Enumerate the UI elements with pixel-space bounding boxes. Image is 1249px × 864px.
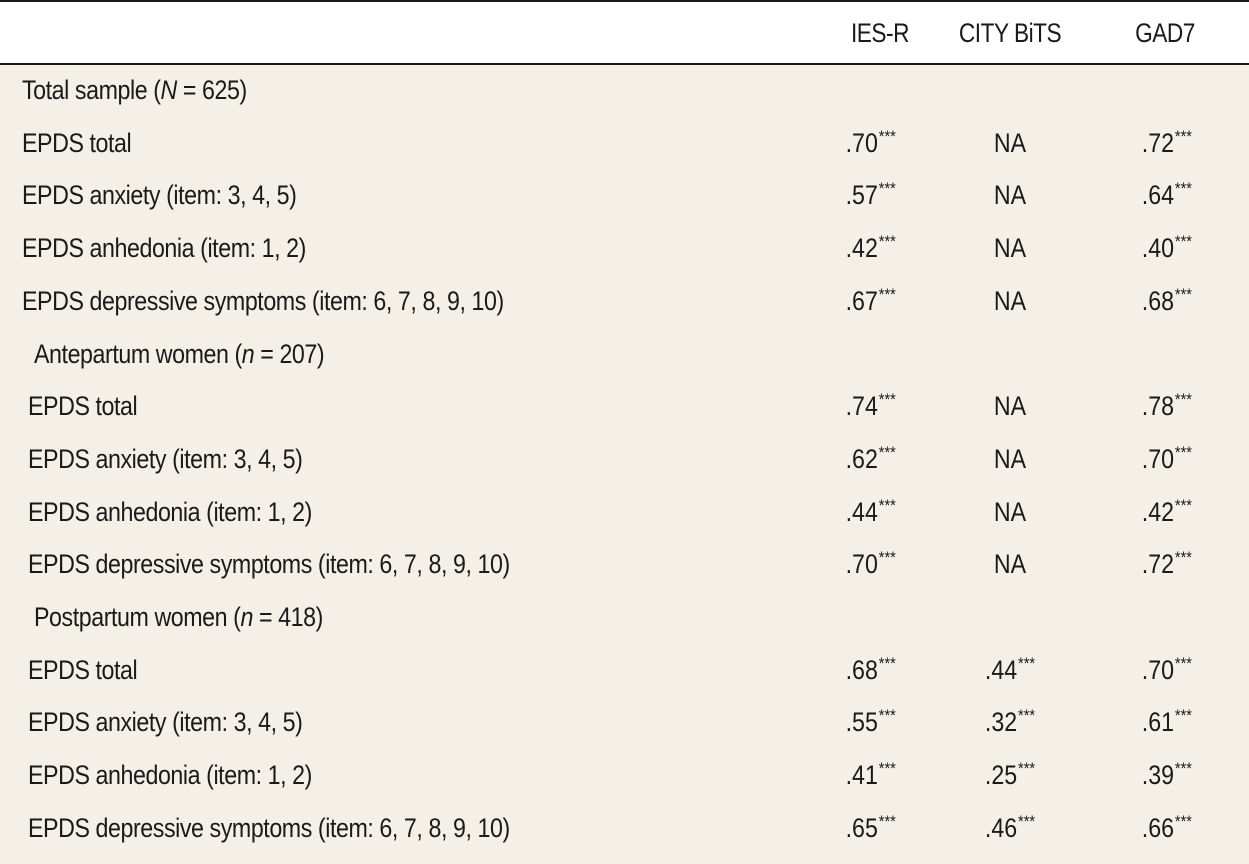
significance-marker: *** bbox=[878, 706, 896, 726]
sample-size-symbol: n bbox=[241, 338, 255, 369]
table-body bbox=[0, 65, 1249, 864]
cell-gad7-value: .68 bbox=[1141, 285, 1175, 316]
cell-ies-r-value: .62 bbox=[845, 443, 878, 474]
significance-marker: *** bbox=[1174, 232, 1193, 252]
cell-gad7-value: .72 bbox=[1141, 127, 1175, 158]
cell-ies-r bbox=[828, 758, 931, 796]
cell-city-bits-value: NA bbox=[993, 180, 1027, 211]
significance-marker: *** bbox=[878, 759, 896, 779]
significance-marker: *** bbox=[878, 179, 896, 199]
significance-marker: *** bbox=[1174, 653, 1193, 673]
column-header-ies-r: IES-R bbox=[851, 18, 909, 48]
cell-gad7-value: .61 bbox=[1141, 707, 1175, 738]
cell-gad7-value: .70 bbox=[1141, 654, 1175, 685]
significance-marker: *** bbox=[1174, 179, 1193, 199]
cell-gad7 bbox=[1118, 389, 1213, 427]
cell-gad7-value: .39 bbox=[1141, 760, 1175, 791]
significance-marker: *** bbox=[878, 284, 896, 304]
cell-city-bits bbox=[954, 284, 1066, 318]
significance-marker: *** bbox=[1174, 284, 1193, 304]
table-row bbox=[0, 647, 1249, 695]
cell-gad7-value: .72 bbox=[1141, 549, 1175, 580]
row-label: EPDS anxiety (item: 3, 4, 5) bbox=[28, 707, 303, 738]
row-label: EPDS depressive symptoms (item: 6, 7, 8, 9, 10) bbox=[28, 549, 510, 580]
significance-marker: *** bbox=[878, 390, 896, 410]
cell-ies-r bbox=[828, 231, 931, 269]
row-label: EPDS total bbox=[28, 654, 138, 685]
cell-gad7 bbox=[1118, 495, 1213, 533]
cell-city-bits-value: NA bbox=[993, 443, 1027, 474]
cell-ies-r-value: .67 bbox=[845, 285, 878, 316]
cell-gad7-value: .70 bbox=[1141, 443, 1175, 474]
cell-ies-r-value: .57 bbox=[845, 180, 878, 211]
cell-city-bits-value: NA bbox=[993, 391, 1027, 422]
significance-marker: *** bbox=[1018, 759, 1036, 779]
sample-size-symbol: N bbox=[160, 75, 177, 105]
cell-gad7-value: .42 bbox=[1141, 496, 1175, 527]
cell-city-bits-value: NA bbox=[993, 549, 1027, 580]
section-heading bbox=[34, 600, 323, 634]
cell-ies-r bbox=[828, 178, 931, 216]
significance-marker: *** bbox=[1174, 548, 1193, 568]
cell-ies-r bbox=[828, 653, 931, 691]
row-label: EPDS depressive symptoms (item: 6, 7, 8, 9, 10) bbox=[28, 812, 510, 843]
row-label: EPDS anhedonia (item: 1, 2) bbox=[28, 760, 312, 791]
cell-city-bits bbox=[954, 389, 1066, 423]
cell-gad7 bbox=[1118, 442, 1213, 480]
row-label: EPDS anxiety (item: 3, 4, 5) bbox=[28, 443, 303, 474]
column-header-gad7: GAD7 bbox=[1135, 18, 1195, 48]
cell-gad7 bbox=[1118, 811, 1213, 849]
table-row bbox=[0, 225, 1249, 273]
cell-city-bits bbox=[954, 653, 1066, 691]
cell-gad7-value: .66 bbox=[1141, 812, 1175, 843]
cell-city-bits bbox=[954, 758, 1066, 796]
significance-marker: *** bbox=[878, 126, 896, 146]
cell-gad7 bbox=[1118, 653, 1213, 691]
row-label: EPDS anxiety (item: 3, 4, 5) bbox=[22, 180, 297, 211]
column-header-city-bits: CITY BiTS bbox=[958, 18, 1062, 48]
cell-ies-r-value: .55 bbox=[845, 707, 878, 738]
cell-city-bits bbox=[954, 178, 1066, 212]
row-label: EPDS anhedonia (item: 1, 2) bbox=[22, 233, 306, 264]
cell-gad7-value: .40 bbox=[1141, 233, 1175, 264]
cell-ies-r-value: .68 bbox=[845, 654, 878, 685]
significance-marker: *** bbox=[1174, 811, 1193, 831]
cell-city-bits-value: .44 bbox=[984, 654, 1018, 685]
cell-gad7 bbox=[1118, 126, 1213, 164]
significance-marker: *** bbox=[878, 495, 896, 515]
significance-marker: *** bbox=[1018, 811, 1036, 831]
section-heading-row bbox=[0, 67, 1249, 115]
table-row bbox=[0, 120, 1249, 168]
sample-size-value: = 625) bbox=[176, 75, 247, 105]
cell-ies-r-value: .70 bbox=[845, 549, 878, 580]
significance-marker: *** bbox=[1018, 653, 1036, 673]
table-row bbox=[0, 489, 1249, 537]
cell-city-bits bbox=[954, 705, 1066, 743]
cell-city-bits-value: .32 bbox=[984, 707, 1018, 738]
significance-marker: *** bbox=[878, 811, 896, 831]
section-heading-text: Total sample ( bbox=[22, 75, 161, 105]
cell-ies-r-value: .42 bbox=[845, 233, 878, 264]
section-heading bbox=[34, 337, 324, 371]
significance-marker: *** bbox=[1174, 495, 1193, 515]
cell-city-bits-value: .25 bbox=[984, 760, 1018, 791]
significance-marker: *** bbox=[878, 442, 896, 462]
table-row bbox=[0, 383, 1249, 431]
cell-city-bits bbox=[954, 811, 1066, 849]
sample-size-value: = 207) bbox=[254, 338, 325, 369]
cell-city-bits-value: NA bbox=[993, 233, 1027, 264]
cell-gad7-value: .64 bbox=[1141, 180, 1175, 211]
table-row bbox=[0, 172, 1249, 220]
significance-marker: *** bbox=[1174, 442, 1193, 462]
cell-ies-r bbox=[828, 126, 931, 164]
cell-gad7 bbox=[1118, 758, 1213, 796]
significance-marker: *** bbox=[1018, 706, 1036, 726]
significance-marker: *** bbox=[1174, 759, 1193, 779]
table-header bbox=[0, 2, 1249, 63]
cell-ies-r bbox=[828, 389, 931, 427]
sample-size-value: = 418) bbox=[252, 602, 323, 632]
cell-ies-r bbox=[828, 284, 931, 322]
cell-gad7 bbox=[1118, 231, 1213, 269]
sample-size-symbol: n bbox=[240, 602, 253, 632]
significance-marker: *** bbox=[1174, 390, 1193, 410]
cell-ies-r-value: .41 bbox=[845, 760, 878, 791]
cell-ies-r bbox=[828, 547, 931, 585]
cell-city-bits-value: .46 bbox=[984, 812, 1018, 843]
cell-city-bits bbox=[954, 495, 1066, 529]
significance-marker: *** bbox=[878, 653, 896, 673]
significance-marker: *** bbox=[1174, 126, 1193, 146]
row-label: EPDS total bbox=[22, 127, 132, 158]
cell-gad7-value: .78 bbox=[1141, 391, 1175, 422]
cell-city-bits-value: NA bbox=[993, 496, 1027, 527]
cell-ies-r-value: .74 bbox=[845, 391, 878, 422]
cell-ies-r bbox=[828, 811, 931, 849]
cell-ies-r-value: .44 bbox=[845, 496, 878, 527]
cell-city-bits bbox=[954, 547, 1066, 581]
table-row bbox=[0, 699, 1249, 747]
cell-gad7 bbox=[1118, 178, 1213, 216]
table-row bbox=[0, 278, 1249, 326]
cell-ies-r bbox=[828, 705, 931, 743]
table-row bbox=[0, 805, 1249, 853]
section-heading-text: Antepartum women ( bbox=[34, 338, 242, 369]
cell-ies-r bbox=[828, 495, 931, 533]
cell-city-bits bbox=[954, 231, 1066, 265]
table-row bbox=[0, 436, 1249, 484]
cell-gad7 bbox=[1118, 284, 1213, 322]
cell-ies-r-value: .70 bbox=[845, 127, 878, 158]
cell-city-bits bbox=[954, 126, 1066, 160]
row-label: EPDS total bbox=[28, 391, 138, 422]
cell-city-bits-value: NA bbox=[993, 285, 1027, 316]
section-heading-text: Postpartum women ( bbox=[34, 602, 241, 632]
table-row bbox=[0, 541, 1249, 589]
table-row bbox=[0, 752, 1249, 800]
significance-marker: *** bbox=[878, 232, 896, 252]
significance-marker: *** bbox=[1174, 706, 1193, 726]
section-heading-row bbox=[0, 594, 1249, 642]
cell-gad7 bbox=[1118, 705, 1213, 743]
cell-city-bits-value: NA bbox=[993, 127, 1027, 158]
cell-gad7 bbox=[1118, 547, 1213, 585]
cell-ies-r bbox=[828, 442, 931, 480]
section-heading bbox=[22, 73, 247, 107]
row-label: EPDS anhedonia (item: 1, 2) bbox=[28, 496, 312, 527]
row-label: EPDS depressive symptoms (item: 6, 7, 8, 9, 10) bbox=[22, 285, 504, 316]
section-heading-row bbox=[0, 331, 1249, 379]
cell-city-bits bbox=[954, 442, 1066, 476]
cell-ies-r-value: .65 bbox=[845, 812, 878, 843]
significance-marker: *** bbox=[878, 548, 896, 568]
